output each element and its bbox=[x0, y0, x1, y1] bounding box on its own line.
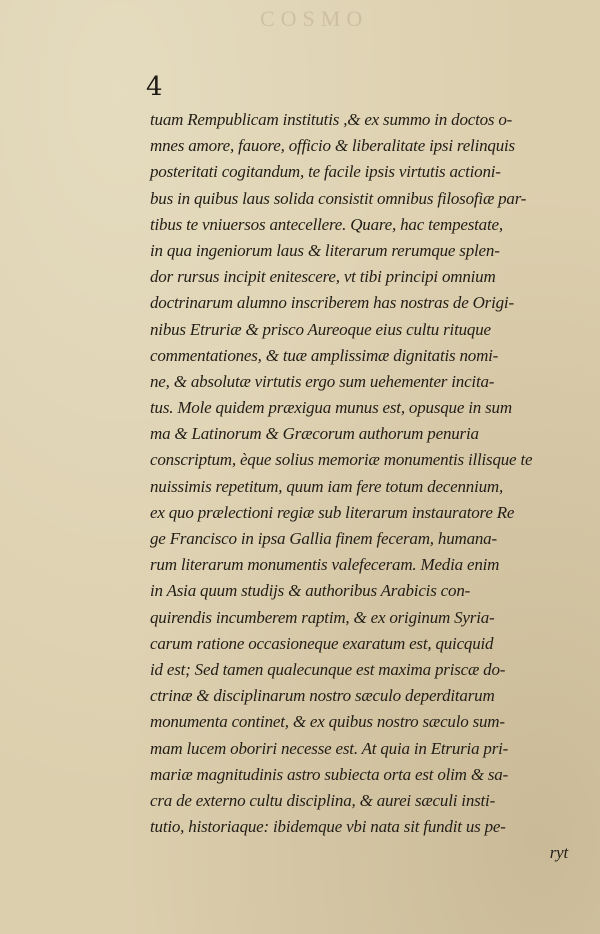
text-line: nibus Etruriæ & prisco Aureoque eius cultu rituque bbox=[150, 319, 491, 339]
text-line: posteritati cogitandum, te facile ipsis virtutis actioni- bbox=[150, 162, 501, 182]
bleed-through-text: COSMO bbox=[260, 6, 369, 31]
text-line: ex quo prælectioni regiæ sub literarum instauratore Re bbox=[150, 502, 515, 522]
text-line: tuam Rempublicam institutis ,& ex summo in doctos o- bbox=[150, 110, 513, 129]
text-line: cra de externo cultu disciplina, & aurei sæculi insti- bbox=[150, 790, 496, 810]
text-line: ge Francisco in ipsa Gallia finem feceram, humana- bbox=[150, 529, 497, 548]
text-line: quirendis incumberem raptim, & ex originum Syria- bbox=[150, 607, 495, 627]
text-line: rum literarum monumentis valefeceram. Media enim bbox=[150, 555, 500, 575]
text-line: ma & Latinorum & Græcorum authorum penuria bbox=[150, 424, 479, 444]
text-line: nuissimis repetitum, quum iam fere totum decennium, bbox=[150, 476, 504, 496]
text-line: mariæ magnitudinis astro subiecta orta est olim & sa- bbox=[150, 764, 509, 784]
text-line: ctrinæ & disciplinarum nostro sæculo deperditarum bbox=[150, 686, 495, 706]
text-line: mam lucem oboriri necesse est. At quia in Etruria pri- bbox=[150, 738, 509, 758]
text-line: mnes amore, fauore, officio & liberalitate ipsi relinquis bbox=[150, 136, 515, 156]
catchword: ryt bbox=[549, 843, 568, 863]
text-line: conscriptum, èque solius memoriæ monumentis illisque te bbox=[150, 450, 533, 470]
text-line: in qua ingeniorum laus & literarum rerumque splen- bbox=[150, 240, 500, 260]
body-text bbox=[150, 107, 570, 866]
text-line: ne, & absolutæ virtutis ergo sum uehementer incita- bbox=[150, 371, 495, 391]
text-line: bus in quibus laus solida consistit omnibus filosofiæ par- bbox=[150, 188, 527, 208]
page-number: 4 bbox=[146, 72, 163, 102]
text-line: tibus te vniuersos antecellere. Quare, hac tempestate, bbox=[150, 214, 503, 234]
text-line: tus. Mole quidem præxigua munus est, opusque in sum bbox=[150, 398, 512, 418]
text-line: commentationes, & tuæ amplissimæ dignitatis nomi- bbox=[150, 345, 499, 365]
text-line: id est; Sed tamen qualecunque est maxima priscæ do- bbox=[150, 659, 506, 679]
text-line: tutio, historiaque: ibidemque vbi nata sit fundit us pe- bbox=[150, 817, 506, 837]
text-line: monumenta continet, & ex quibus nostro sæculo sum- bbox=[150, 712, 505, 732]
text-line: carum ratione occasioneque exaratum est, quicquid bbox=[150, 633, 494, 653]
text-line: doctrinarum alumno inscriberem has nostras de Origi- bbox=[150, 293, 514, 313]
text-line: dor rursus incipit enitescere, vt tibi principi omnium bbox=[150, 267, 496, 287]
text-line: in Asia quum studijs & authoribus Arabicis con- bbox=[150, 581, 471, 601]
